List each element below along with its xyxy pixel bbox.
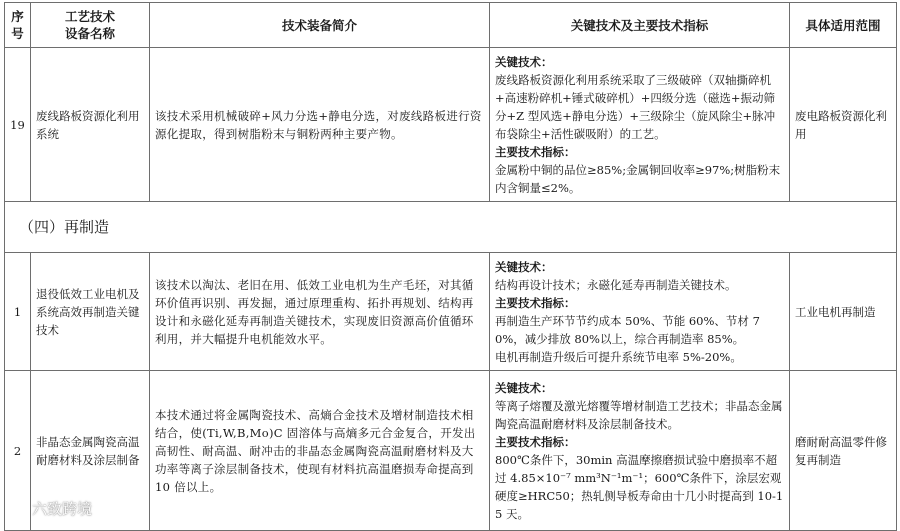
table-row xyxy=(5,48,897,202)
row-key xyxy=(490,371,790,531)
watermark xyxy=(6,498,92,519)
header-seq: 序 号 xyxy=(5,3,31,48)
table-row xyxy=(5,371,897,531)
row-name: 非晶态金属陶瓷高温耐磨材料及涂层制备 xyxy=(31,371,150,531)
header-row xyxy=(5,3,897,48)
watermark-text: 六致跨境 xyxy=(32,500,93,518)
row-name: 退役低效工业电机及系统高效再制造关键技术 xyxy=(31,253,150,371)
technology-table xyxy=(4,2,897,531)
header-desc: 技术装备简介 xyxy=(150,3,490,48)
section-title: （四）再制造 xyxy=(5,202,897,253)
key-tech-label: 关键技术： xyxy=(495,380,553,395)
row-key xyxy=(490,253,790,371)
key-tech-label: 关键技术： xyxy=(495,259,553,274)
indicator-label: 主要技术指标： xyxy=(495,434,576,449)
header-name: 工艺技术 设备名称 xyxy=(31,3,150,48)
key-tech-text: 等离子熔覆及激光熔覆等增材制造工艺技术；非晶态金属陶瓷高温耐磨材料及涂层制备技术。 xyxy=(495,398,783,431)
indicator-text: 800℃条件下，30min 高温摩擦磨损试验中磨损率不超过 4.85×10⁻⁷ mm³N⁻¹m⁻¹；600℃条件下，涂层宏观硬度≥HRC50；热轧侧导板寿命由十几小时提高到 10-15 天。 xyxy=(495,452,784,521)
key-tech-text: 废线路板资源化利用系统采取了三级破碎（双轴撕碎机+高速粉碎机+锤式破碎机）+四级分选（磁选+振动筛分+Z 型风选+静电分选）+三级除尘（旋风除尘+脉冲布袋除尘+活性碳吸附）的工艺。 xyxy=(495,72,776,141)
key-tech-text: 结构再设计技术；永磁化延寿再制造关键技术。 xyxy=(495,277,737,292)
indicator-text: 金属粉中铜的品位≥85%;金属铜回收率≥97%;树脂粉末内含铜量≤2%。 xyxy=(495,162,781,195)
indicator-text: 再制造生产环节节约成本 50%、节能 60%、节材 70%，减少排放 80%以上，综合再制造率 85%。 xyxy=(495,313,760,346)
row-scope: 废电路板资源化利用 xyxy=(790,48,897,202)
indicator-text-2: 电机再制造升级后可提升系统节电率 5%-20%。 xyxy=(495,349,742,364)
row-scope: 工业电机再制造 xyxy=(790,253,897,371)
row-scope: 磨耐耐高温零件修复再制造 xyxy=(790,371,897,531)
header-key: 关键技术及主要技术指标 xyxy=(490,3,790,48)
section-row xyxy=(5,202,897,253)
row-key xyxy=(490,48,790,202)
table-row xyxy=(5,253,897,371)
row-name: 废线路板资源化利用系统 xyxy=(31,48,150,202)
chat-bubble-logo-icon xyxy=(6,499,28,519)
row-seq: 1 xyxy=(5,253,31,371)
row-seq: 19 xyxy=(5,48,31,202)
row-seq: 2 xyxy=(5,371,31,531)
key-tech-label: 关键技术： xyxy=(495,54,553,69)
header-scope: 具体适用范围 xyxy=(790,3,897,48)
row-desc: 本技术通过将金属陶瓷技术、高熵合金技术及增材制造技术相结合，使(Ti,W,B,Mo)C 固溶体与高熵多元合金复合，开发出高韧性、耐高温、耐冲击的非晶态金属陶瓷高温耐磨材料及大功率等离子涂层制备技术，使现有材料抗高温磨损寿命提高到 10 倍以上。 xyxy=(150,371,490,531)
row-desc: 该技术以淘汰、老旧在用、低效工业电机为生产毛坯，对其循环价值再识别、再发掘，通过原理重构、拓扑再规划、结构再设计和永磁化延寿再制造关键技术，实现废旧资源高价值循环利用，并大幅提升电机能效水平。 xyxy=(150,253,490,371)
row-desc: 该技术采用机械破碎+风力分选+静电分选，对废线路板进行资源化提取，得到树脂粉末与铜粉两种主要产物。 xyxy=(150,48,490,202)
indicator-label: 主要技术指标： xyxy=(495,295,576,310)
indicator-label: 主要技术指标： xyxy=(495,144,576,159)
